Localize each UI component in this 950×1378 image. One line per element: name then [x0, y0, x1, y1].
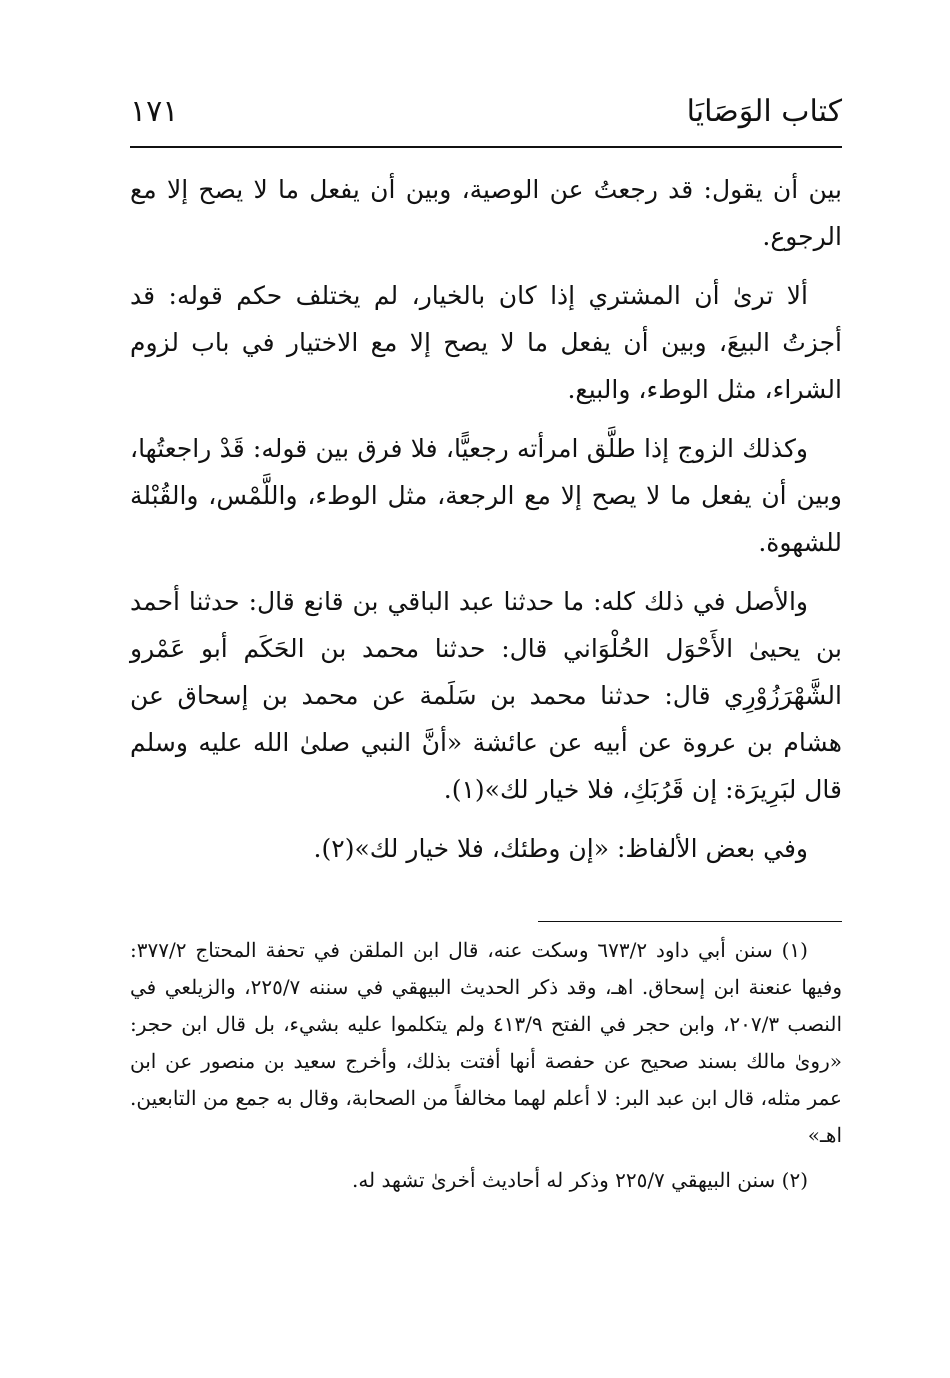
footnote-2: (٢) سنن البيهقي ٢٢٥/٧ وذكر له أحاديث أخرىٰ تشهد له. [351, 1168, 808, 1192]
footnote-1: (١) سنن أبي داود ٦٧٣/٢ وسكت عنه، قال ابن الملقن في تحفة المحتاج ٣٧٧/٢: وفيها عنعنة ابن إسحاق. اهـ، وقد ذكر الحديث البيهقي في سننه ٢٢٥/٧، والزيلعي في النصب ٢٠٧/٣، وابن حجر في الفتح ٤١٣/٩ ولم يتكلموا عليه بشيء، بل قال ابن حجر: «روىٰ مالك بسند صحيح عن حفصة أنها أفتت بذلك، وأخرج سعيد بن منصور عن ابن عمر مثله، قال ابن عبد البر: لا أعلم لهما مخالفاً من الصحابة، وقال به جمع من التابعين. اهـ» [130, 938, 842, 1147]
main-text [130, 166, 842, 884]
page-header [130, 86, 842, 146]
paragraph: وكذلك الزوج إذا طلَّق امرأته رجعيًّا، فلا فرق بين قوله: قَدْ راجعتُها، وبين أن يفعل ما لا يصح إلا مع الرجعة، مثل الوطء، واللَّمْس، والقُبْلة للشهوة. [130, 434, 842, 557]
paragraph: وفي بعض الألفاظ: «إن وطئك، فلا خيار لك»(٢). [313, 834, 808, 863]
footnotes [130, 932, 842, 1207]
paragraph: ألا ترىٰ أن المشتري إذا كان بالخيار، لم يختلف حكم قوله: قد أجزتُ البيعَ، وبين أن يفعل ما لا يصح إلا مع الاختيار في باب لزوم الشراء، مثل الوطء، والبيع. [130, 281, 842, 404]
page-number: ١٧١ [130, 94, 179, 129]
footnote-rule [538, 921, 842, 922]
paragraph: والأصل في ذلك كله: ما حدثنا عبد الباقي بن قانع قال: حدثنا أحمد بن يحيىٰ الأَحْوَل الحُلْوَاني قال: حدثنا محمد بن الحَكَم أبو عَمْرو الشَّهْرَزُوْرِي قال: حدثنا محمد بن سَلَمة عن محمد بن إسحاق عن هشام بن عروة عن أبيه عن عائشة «أنَّ النبي صلىٰ الله عليه وسلم قال لبَرِيرَة: إن قَرُبَكِ، فلا خيار لك»(١). [130, 587, 842, 804]
header-rule [130, 146, 842, 148]
paragraph-continuation: بين أن يقول: قد رجعتُ عن الوصية، وبين أن يفعل ما لا يصح إلا مع الرجوع. [130, 175, 842, 251]
running-title: كتاب الوَصَايَا [686, 94, 842, 129]
